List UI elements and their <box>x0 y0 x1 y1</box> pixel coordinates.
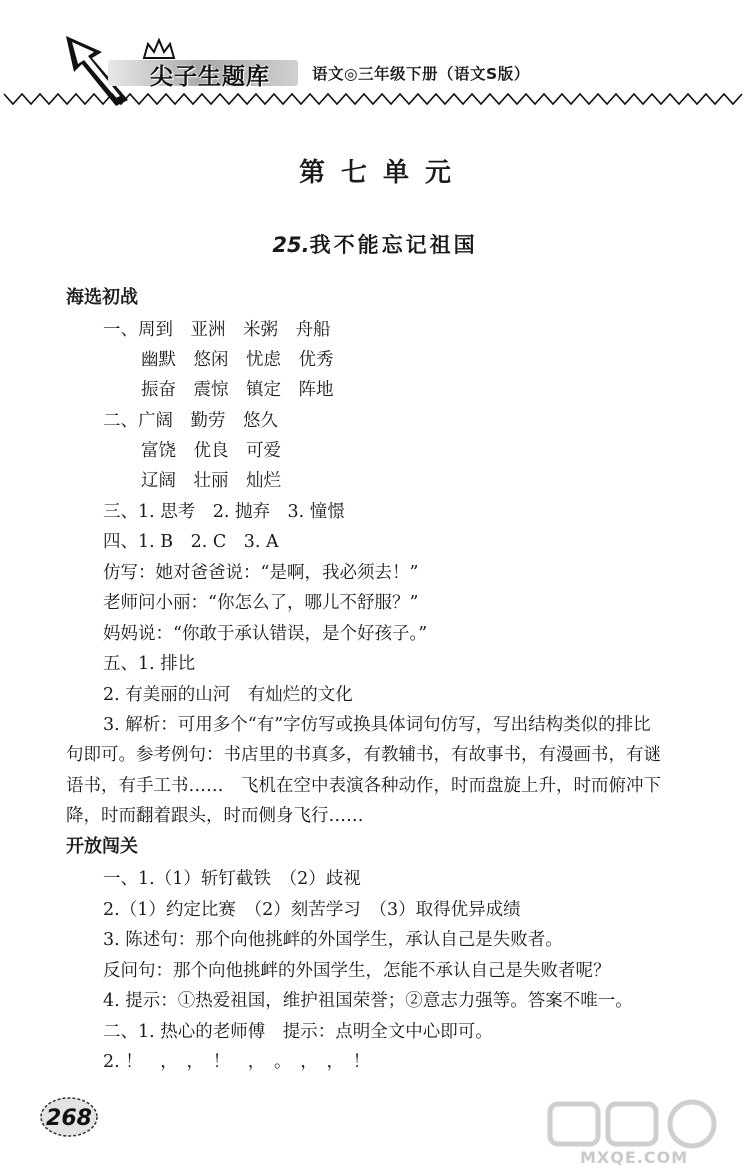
zigzag-divider <box>0 92 750 106</box>
page-number-badge <box>38 1092 100 1138</box>
answer-line: 语书，有手工书…… 飞机在空中表演各种动作，时而盘旋上升，时而俯冲下 <box>66 776 661 796</box>
watermark-text: MXQE.COM <box>580 1148 689 1167</box>
answer-line: 辽阔 壮丽 灿烂 <box>141 471 281 491</box>
answer-line: 4. 提示：①热爱祖国，维护祖国荣誉；②意志力强等。答案不唯一。 <box>103 991 633 1011</box>
brand-name: 尖子生题库 <box>150 64 270 90</box>
lesson-name: 我不能忘记祖国 <box>309 233 478 257</box>
answer-line: 2. 有美丽的山河 有灿烂的文化 <box>103 685 353 705</box>
answer-line: 仿写：她对爸爸说：“是啊，我必须去！” <box>103 563 419 583</box>
answer-line: 一、周到 亚洲 米粥 舟船 <box>103 320 331 340</box>
answer-line: 妈妈说：“你敢于承认错误，是个好孩子。” <box>103 624 428 644</box>
section-title-kaifang: 开放闯关 <box>66 836 138 857</box>
answer-line: 3. 陈述句：那个向他挑衅的外国学生，承认自己是失败者。 <box>103 930 563 950</box>
answer-line: 老师问小丽：“你怎么了，哪儿不舒服？” <box>103 593 419 613</box>
answer-line: 富饶 优良 可爱 <box>141 441 281 461</box>
answer-line: 句即可。参考例句：书店里的书真多，有教辅书，有故事书，有漫画书，有谜 <box>66 745 661 765</box>
page-number: 268 <box>46 1106 92 1131</box>
answer-line: 三、1. 思考 2. 抛弃 3. 憧憬 <box>103 502 345 522</box>
answer-line: 3. 解析：可用多个“有”字仿写或换具体词句仿写，写出结构类似的排比 <box>103 715 651 735</box>
page-header <box>0 0 750 120</box>
answer-line: 一、1.（1）斩钉截铁 （2）歧视 <box>103 869 361 889</box>
answer-line: 振奋 震惊 镇定 阵地 <box>141 380 334 400</box>
lesson-number: 25. <box>272 233 310 257</box>
answer-line: 降，时而翻着跟头，时而侧身飞行…… <box>66 806 364 826</box>
section-title-haixuan: 海选初战 <box>66 287 138 308</box>
series-title: 语文◎三年级下册（语文S版） <box>312 65 530 83</box>
lesson-title <box>0 229 750 259</box>
answer-line: 2.（1）约定比赛 （2）刻苦学习 （3）取得优异成绩 <box>103 900 521 920</box>
answer-line: 四、1. B 2. C 3. A <box>103 532 279 552</box>
answer-line: 幽默 悠闲 忧虑 优秀 <box>141 350 334 370</box>
unit-title: 第七单元 <box>298 158 467 188</box>
answer-line: 反问句：那个向他挑衅的外国学生，怎能不承认自己是失败者呢？ <box>103 961 611 981</box>
answer-line: 2. ！ ， ， ！ ， 。 ， ， ！ <box>103 1052 371 1072</box>
answer-line: 二、1. 热心的老师傅 提示：点明全文中心即可。 <box>103 1022 493 1042</box>
answer-line: 五、1. 排比 <box>103 654 196 674</box>
answer-line: 二、广阔 勤劳 悠久 <box>103 411 278 431</box>
